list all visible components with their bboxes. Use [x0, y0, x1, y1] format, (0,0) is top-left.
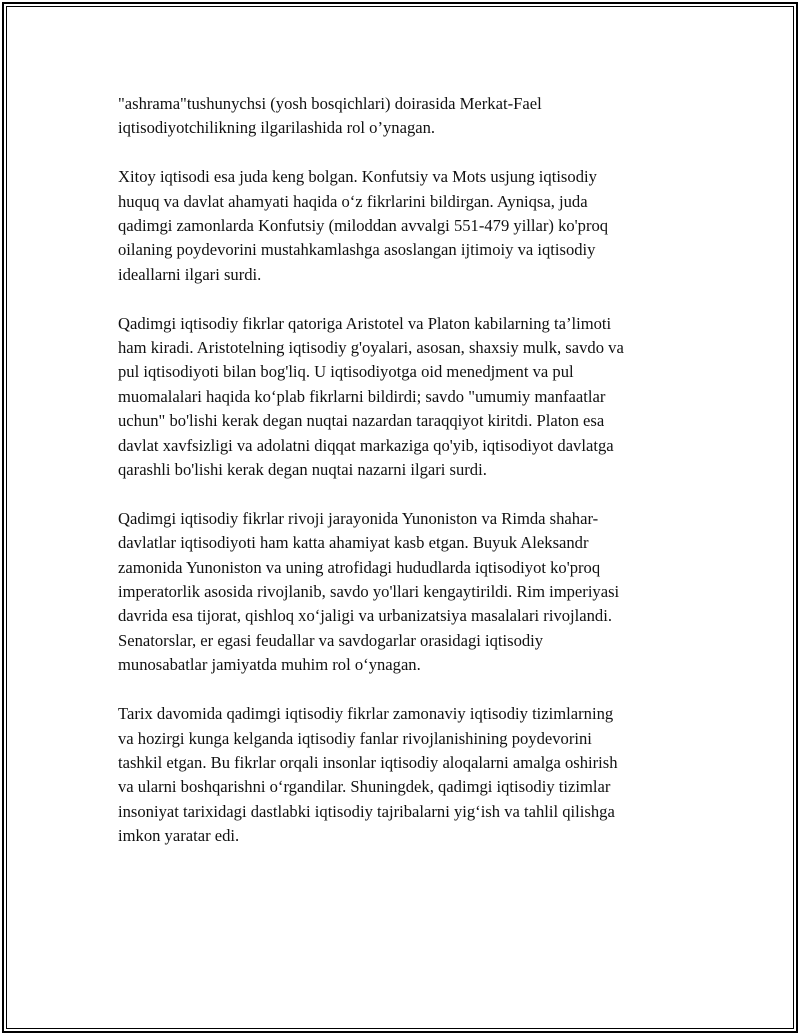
document-body: [118, 92, 688, 873]
paragraph-tarix: Tarix davomida qadimgi iqtisodiy fikrlar zamonaviy iqtisodiy tizimlarning va hozirgi kunga kelganda iqtisodiy fanlar rivojlanishining poydevorini tashkil etgan. Bu fikrlar orqali insonlar iqtisodiy aloqalarni amalga oshirish va ularni boshqarishni oʻrgandilar. Shuningdek, qadimgi iqtisodiy tizimlar insoniyat tarixidagi dastlabki iqtisodiy tajribalarni yigʻish va tahlil qilishga imkon yaratar edi.: [118, 704, 618, 846]
paragraph-yunoniston-rim: Qadimgi iqtisodiy fikrlar rivoji jarayonida Yunoniston va Rimda shahar- davlatlar iqtisodiyoti ham katta ahamiyat kasb etgan. Buyuk Aleksandr zamonida Yunoniston va uning atrofidagi hududlarda iqtisodiyot ko'proq imperatorlik asosida rivojlanib, savdo yo'llari kengaytirildi. Rim imperiyasi davrida esa tijorat, qishloq xoʻjaligi va urbanizatsiya masalalari rivojlandi. Senatorslar, er egasi feudallar va savdogarlar orasidagi iqtisodiy munosabatlar jamiyatda muhim rol oʻynagan.: [118, 508, 620, 675]
paragraph-aristotel-platon: Qadimgi iqtisodiy fikrlar qatoriga Aristotel va Platon kabilarning ta’limoti ham kiradi. Aristotelning iqtisodiy g'oyalari, asosan, shaxsiy mulk, savdo va pul iqtisodiyoti bilan bog'liq. U iqtisodiyotga oid menedjment va pul muomalalari haqida koʻplab fikrlarni bildirdi; savdo "umumiy manfaatlar uchun" bo'lishi kerak degan nuqtai nazardan taraqqiyot kiritdi. Platon esa davlat xavfsizligi va adolatni diqqat markaziga qo'yib, iqtisodiyot davlatga qarashli bo'lishi kerak degan nuqtai nazarni ilgari surdi.: [118, 313, 624, 480]
paragraph-ashrama: "ashrama"tushunychsi (yosh bosqichlari) doirasida Merkat-Fael iqtisodiyotchilikning ilgarilashida rol o’ynagan.: [118, 94, 542, 138]
paragraph-xitoy: Xitoy iqtisodi esa juda keng bolgan. Konfutsiy va Mots usjung iqtisodiy huquq va davlat ahamyati haqida oʻz fikrlarini bildirgan. Ayniqsa, juda qadimgi zamonlarda Konfutsiy (miloddan avvalgi 551-479 yillar) ko'proq oilaning poydevorini mustahkamlashga asoslangan ijtimoiy va iqtisodiy ideallarni ilgari surdi.: [118, 167, 609, 284]
